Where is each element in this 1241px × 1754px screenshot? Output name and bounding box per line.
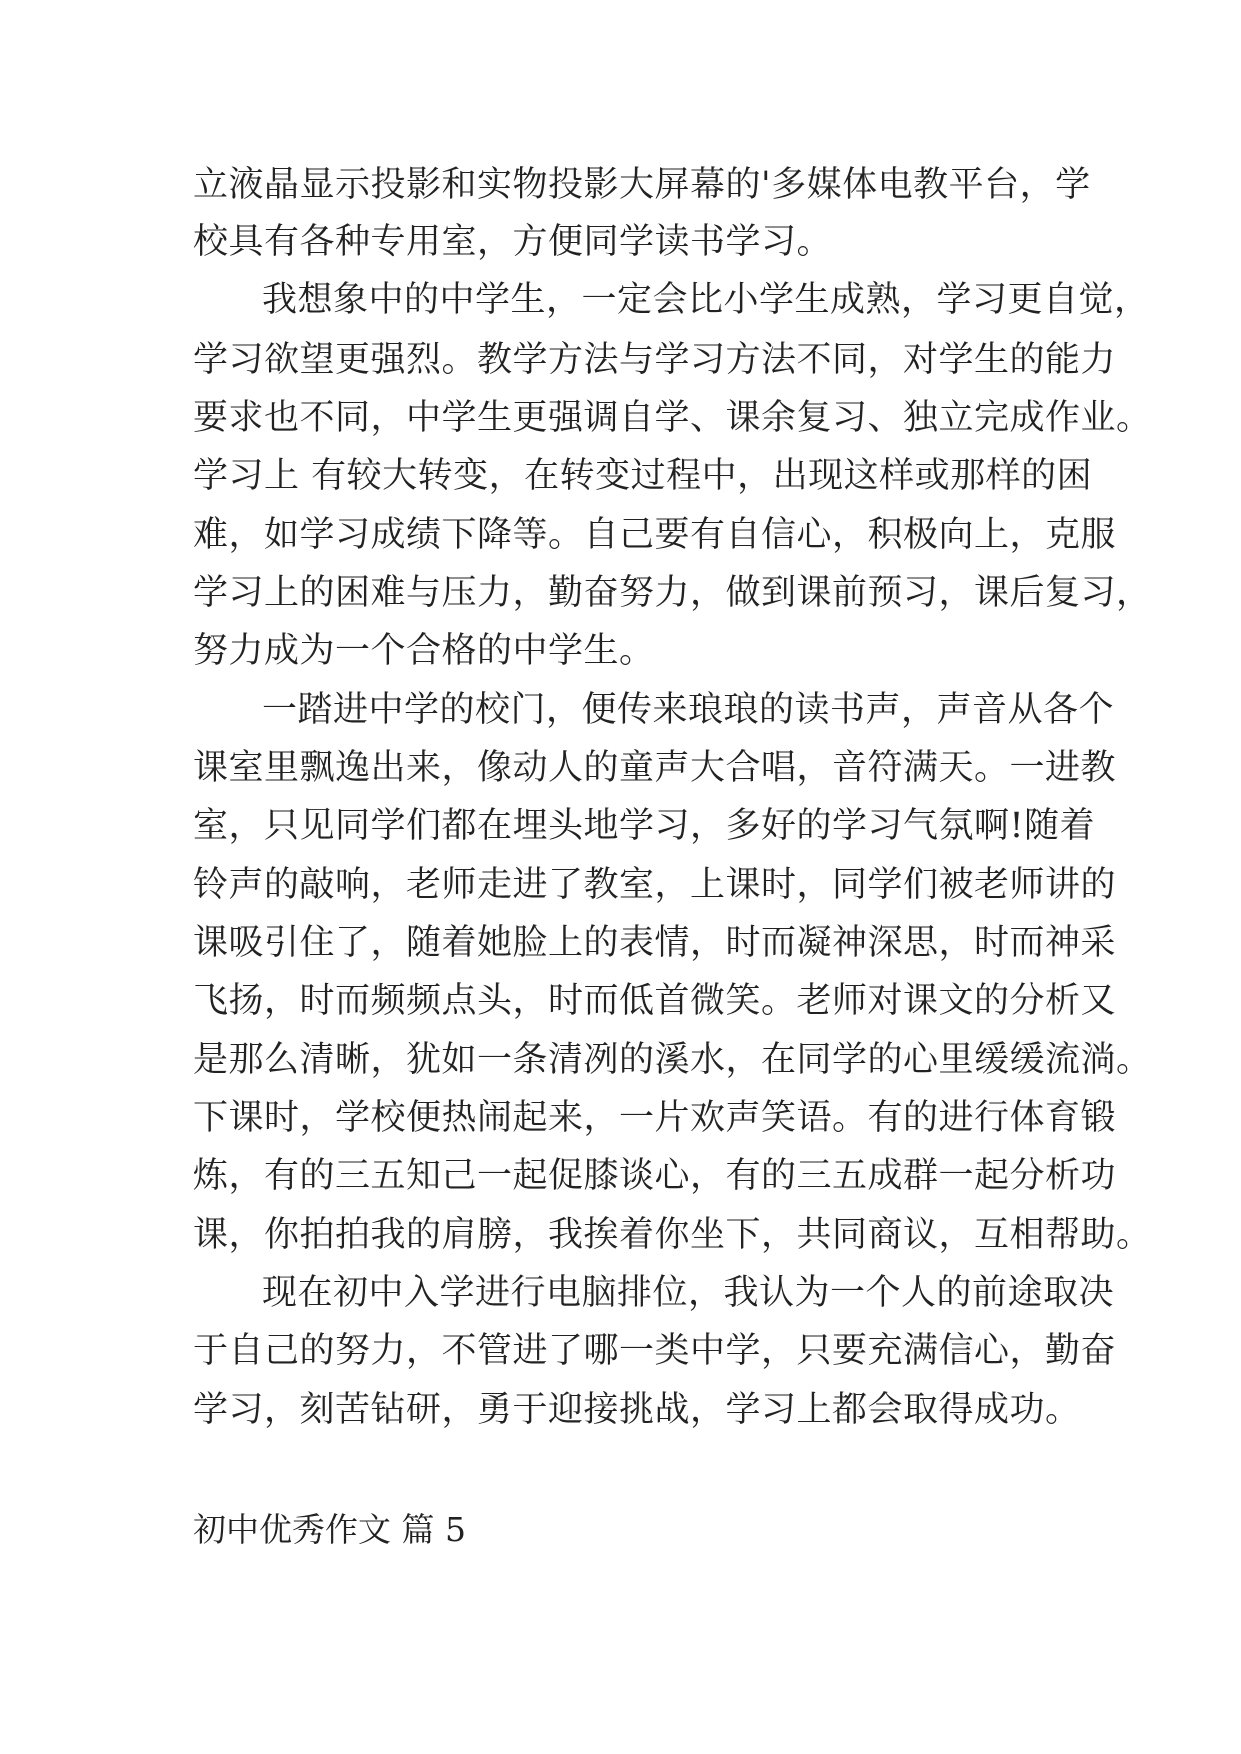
body-text-line: 是那么清晰，犹如一条清冽的溪水，在同学的心里缓缓流淌。 — [193, 1040, 1152, 1080]
body-text-line: 要求也不同，中学生更强调自学、课余复习、独立完成作业。 — [193, 398, 1152, 438]
body-text-line: 炼，有的三五知己一起促膝谈心，有的三五成群一起分析功 — [193, 1156, 1117, 1196]
body-text-line: 飞扬，时而频频点头，时而低首微笑。老师对课文的分析又 — [193, 981, 1117, 1021]
body-text-line: 校具有各种专用室，方便同学读书学习。 — [193, 222, 833, 262]
body-text-line: 努力成为一个合格的中学生。 — [193, 631, 655, 671]
body-text-line: 我想象中的中学生，一定会比小学生成熟，学习更自觉， — [262, 280, 1150, 320]
body-text-line: 现在初中入学进行电脑排位，我认为一个人的前途取决 — [262, 1273, 1115, 1313]
body-text-line: 课吸引住了，随着她脸上的表情，时而凝神深思，时而神采 — [193, 923, 1117, 963]
body-text-line: 学习欲望更强烈。教学方法与学习方法不同，对学生的能力 — [193, 340, 1117, 380]
body-text-line: 一踏进中学的校门，便传来琅琅的读书声，声音从各个 — [262, 690, 1115, 730]
body-text-line: 课室里飘逸出来，像动人的童声大合唱，音符满天。一进教 — [193, 748, 1117, 788]
body-text-line: 铃声的敲响，老师走进了教室，上课时，同学们被老师讲的 — [193, 865, 1117, 905]
body-text-line: 难，如学习成绩下降等。自己要有自信心，积极向上，克服 — [193, 515, 1117, 555]
body-text-line: 学习，刻苦钻研，勇于迎接挑战，学习上都会取得成功。 — [193, 1390, 1081, 1430]
body-text-line: 学习上的困难与压力，勤奋努力，做到课前预习，课后复习， — [193, 573, 1152, 613]
body-text-line: 立液晶显示投影和实物投影大屏幕的'多媒体电教平台，学 — [193, 165, 1091, 205]
body-text-line: 学习上 有较大转变，在转变过程中，出现这样或那样的困 — [193, 456, 1093, 496]
section-heading: 初中优秀作文 篇 5 — [193, 1510, 466, 1549]
body-text-line: 室，只见同学们都在埋头地学习，多好的学习气氛啊!随着 — [193, 806, 1096, 846]
body-text-line: 课，你拍拍我的肩膀，我挨着你坐下，共同商议，互相帮助。 — [193, 1215, 1152, 1255]
body-text-line: 于自己的努力，不管进了哪一类中学，只要充满信心，勤奋 — [193, 1331, 1117, 1371]
body-text-line: 下课时，学校便热闹起来，一片欢声笑语。有的进行体育锻 — [193, 1098, 1117, 1138]
